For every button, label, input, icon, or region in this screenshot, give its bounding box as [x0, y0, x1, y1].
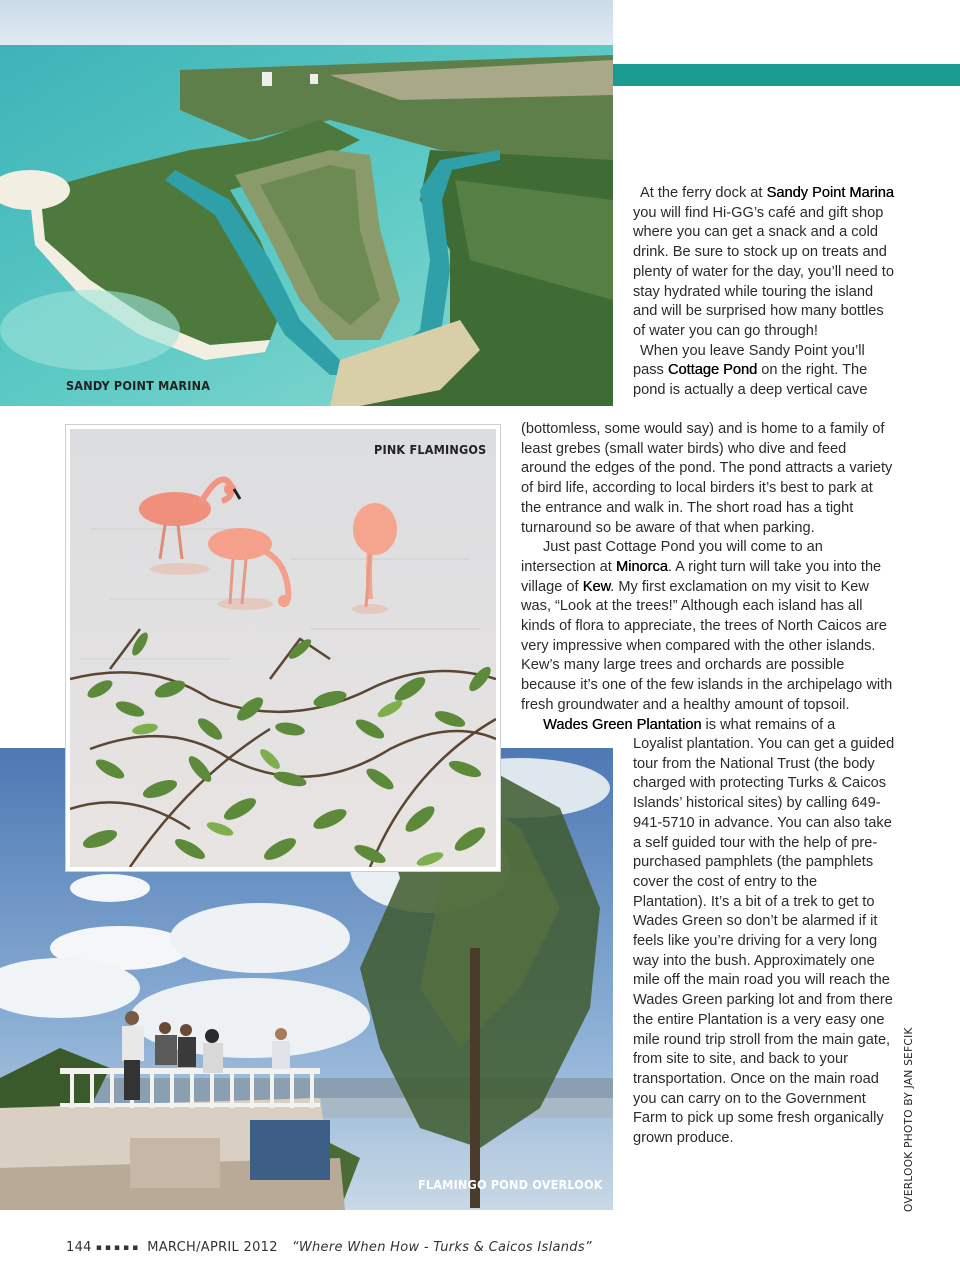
flamingo-pond-overlook-caption: FLAMINGO POND OVERLOOK [418, 1177, 603, 1192]
paragraph-cottage-pond [633, 342, 895, 401]
pink-flamingos-caption: PINK FLAMINGOS [374, 442, 487, 457]
article-column-top [633, 184, 895, 401]
text-run: is what remains of a [701, 716, 836, 733]
text-run: Just past Cottage Pond you will come to an intersection at [521, 539, 823, 575]
paragraph-wades-green-intro [521, 716, 895, 736]
sandy-point-marina-caption: SANDY POINT MARINA [66, 378, 211, 393]
place-kew: Kew [582, 578, 611, 595]
sandy-point-marina-photo [0, 0, 613, 406]
paragraph-cottage-pond-cont: (bottomless, some would say) and is home to a family of least grebes (small water birds) who dive and feed around the edges of the pond. The pond attracts a variety of bird life, according to local birders it’s best to park at the entrance and walk in. The short road has a tight turnaround so be aware of that when parking. [521, 421, 893, 536]
pink-flamingos-photo [66, 425, 500, 871]
issue-date: MARCH/APRIL 2012 [147, 1240, 278, 1255]
accent-bar [613, 64, 960, 86]
page-number: 144 [66, 1240, 92, 1255]
paragraph-sandy-point [633, 184, 895, 342]
text-run: When you leave Sandy Point you’ll pass [633, 342, 865, 379]
footer-dots: ▪▪▪▪▪ [95, 1243, 142, 1253]
photo-credit: OVERLOOK PHOTO BY JAN SEFCIK [903, 1027, 915, 1212]
place-minorca: Minorca [615, 558, 668, 575]
magazine-title: “Where When How - Turks & Caicos Islands” [291, 1240, 592, 1255]
article-column-wide [521, 420, 895, 735]
text-run: you will find Hi-GG’s café and gift shop where you can get a snack and a cold drink. Be sure to stock up on treats and plenty of water for the day, you’ll need to stay hydrated while touring the island and will be surprised how many bottles of water you can go through! [633, 204, 894, 339]
place-cottage-pond: Cottage Pond [667, 362, 758, 379]
paragraph-wades-green: Loyalist plantation. You can get a guided tour from the National Trust (the body charged with protecting Turks & Caicos Islands’ historical sites) by calling 649-941-5710 in advance. You can also take a self guided tour with the help of pre-purchased pamphlets (the pamphlets cover the cost of entry to the Plantation). It’s a bit of a trek to get to Wades Green so don’t be alarmed if it feels like you’re driving for a very long way into the bush. Approximately one mile off the main road you will reach the Wades Green parking lot and from there the entire Plantation is a very easy one mile round trip stroll from the main gate, from site to site, and back to your transportation. Once on the main road you can carry on to the Government Farm to pick up some fresh organically grown produce. [633, 736, 895, 1147]
page-footer [66, 1240, 592, 1255]
paragraph-kew [521, 538, 895, 715]
text-run: At the ferry dock at [640, 185, 767, 201]
text-run: . A right turn will take you into the village of [521, 558, 882, 595]
text-run: . My first exclamation on my visit to Kew was, “Look at the trees!” Although each island has all kinds of flora to appreciate, the trees of North Caicos are very impressive when compared with the other islands. Kew’s many large trees and orchards are possible because it’s one of the few islands in the archipelago with fresh groundwater and a healthy amount of topsoil. [521, 578, 893, 713]
place-wades-green-plantation: Wades Green Plantation [543, 716, 702, 733]
text-run: on the right. The pond is actually a deep vertical cave [633, 362, 868, 399]
place-sandy-point-marina: Sandy Point Marina [766, 185, 894, 201]
article-column-bottom [633, 735, 895, 1149]
